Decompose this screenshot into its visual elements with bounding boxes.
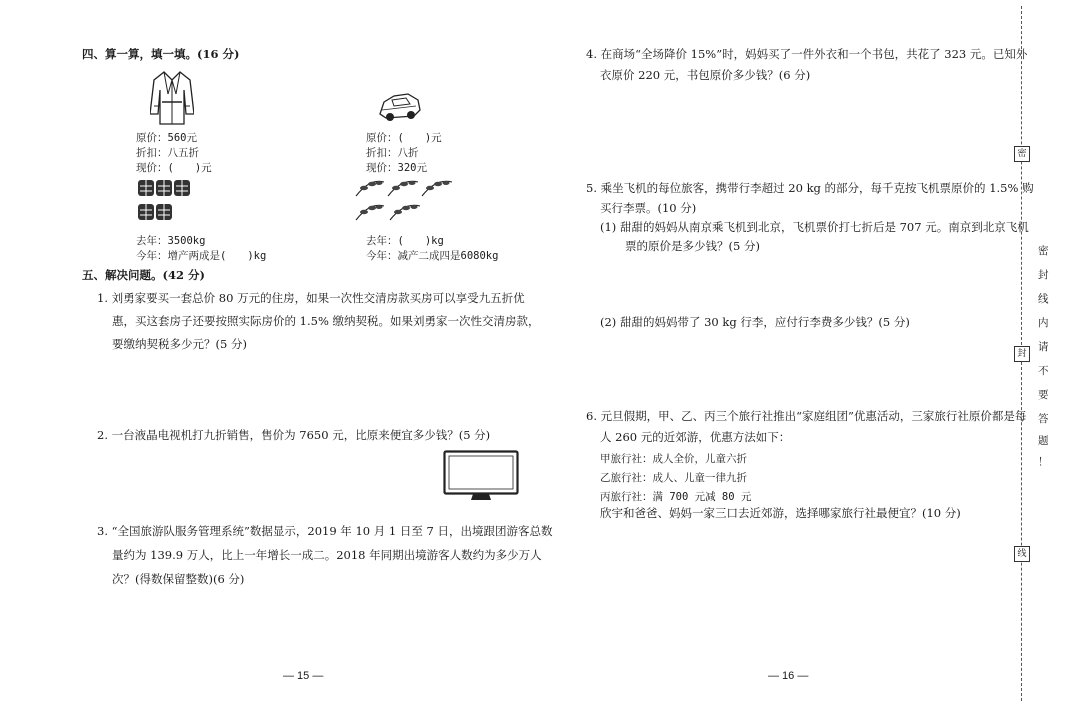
wheat-bundles-illustration — [136, 178, 194, 230]
section-4-title: 四、算一算，填一填。(16 分) — [82, 47, 240, 61]
car-discount: 折扣：八折 — [366, 147, 419, 159]
notice-char: 请 — [1038, 341, 1049, 353]
grain-b-last-year: 去年：( )kg — [366, 235, 444, 247]
q5-line-1: 5. 乘坐飞机的每位旅客，携带行李超过 20 kg 的部分，每千克按飞机票原价的 1.5% 购 — [586, 181, 1034, 195]
q1-line-2: 惠，买这套房子还要按照实际房价的 1.5% 缴纳契税。如果刘勇家一次性交清房款， — [112, 314, 540, 328]
coat-current-price: 现价：( )元 — [136, 162, 212, 174]
q2-text: 2. 一台液晶电视机打九折销售，售价为 7650 元，比原来便宜多少钱？(5 分) — [97, 428, 491, 442]
notice-char: ！ — [1038, 456, 1049, 468]
q5-1-line-1: (1) 甜甜的妈妈从南京乘飞机到北京，飞机票价打七折后是 707 元。南京到北京飞机 — [600, 220, 1029, 234]
coat-original-price: 原价：560元 — [136, 132, 197, 144]
q3-line-1: 3. “全国旅游队服务管理系统”数据显示，2019 年 10 月 1 日至 7 日，出境跟团游客总数 — [97, 524, 553, 538]
notice-char: 不 — [1038, 365, 1049, 377]
agency-jia: 甲旅行社：成人全价，儿童六折 — [600, 453, 747, 465]
notice-char: 线 — [1038, 293, 1049, 305]
notice-char: 要 — [1038, 389, 1049, 401]
grain-b-this-year: 今年：减产二成四是6080kg — [366, 250, 499, 262]
agency-yi: 乙旅行社：成人、儿童一律九折 — [600, 472, 747, 484]
car-original-price: 原价：( )元 — [366, 132, 442, 144]
grain-a-last-year: 去年：3500kg — [136, 235, 206, 247]
section-5-title: 五、解决问题。(42 分) — [82, 268, 205, 282]
notice-char: 封 — [1038, 269, 1049, 281]
q1-line-1: 1. 刘勇家要买一套总价 80 万元的住房，如果一次性交清房款买房可以享受九五折优 — [97, 291, 525, 305]
page-number-left: — 15 — — [283, 670, 324, 682]
q5-2-text: (2) 甜甜的妈妈带了 30 kg 行李，应付行李费多少钱？(5 分) — [600, 315, 910, 329]
q3-line-3: 次？(得数保留整数)(6 分) — [112, 572, 245, 586]
seal-box-3: 线 — [1014, 546, 1030, 562]
q5-1-line-2: 票的原价是多少钱？(5 分) — [625, 239, 760, 253]
q6-final-question: 欣宇和爸爸、妈妈一家三口去近郊游，选择哪家旅行社最便宜？(10 分) — [600, 506, 961, 520]
car-current-price: 现价：320元 — [366, 162, 427, 174]
agency-bing: 丙旅行社：满 700 元减 80 元 — [600, 491, 752, 503]
grain-a-this-year: 今年：增产两成是( )kg — [136, 250, 267, 262]
q4-line-2: 衣原价 220 元，书包原价多少钱？(6 分) — [600, 68, 811, 82]
q6-line-2: 人 260 元的近郊游，优惠方法如下： — [600, 430, 791, 444]
q4-line-1: 4. 在商场“全场降价 15%”时，妈妈买了一件外衣和一个书包，共花了 323 元。已知外 — [586, 47, 1028, 61]
coat-discount: 折扣：八五折 — [136, 147, 199, 159]
rice-ears-illustration — [352, 176, 456, 228]
seal-box-1: 密 — [1014, 146, 1030, 162]
q6-line-1: 6. 元旦假期，甲、乙、丙三个旅行社推出“家庭组团”优惠活动，三家旅行社原价都是每 — [586, 409, 1027, 423]
page-number-right: — 16 — — [768, 670, 809, 682]
toy-car-illustration — [378, 88, 422, 128]
q1-line-3: 要缴纳契税多少元？(5 分) — [112, 337, 247, 351]
coat-illustration — [150, 68, 194, 130]
notice-char: 密 — [1038, 245, 1049, 257]
tv-illustration — [443, 450, 519, 506]
notice-char: 答 — [1038, 413, 1049, 425]
q3-line-2: 量约为 139.9 万人，比上一年增长一成二。2018 年同期出境游客人数约为多少万人 — [112, 548, 542, 562]
seal-box-2: 封 — [1014, 346, 1030, 362]
q5-line-2: 买行李票。(10 分) — [600, 201, 697, 215]
notice-char: 题 — [1038, 435, 1049, 447]
notice-char: 内 — [1038, 317, 1049, 329]
